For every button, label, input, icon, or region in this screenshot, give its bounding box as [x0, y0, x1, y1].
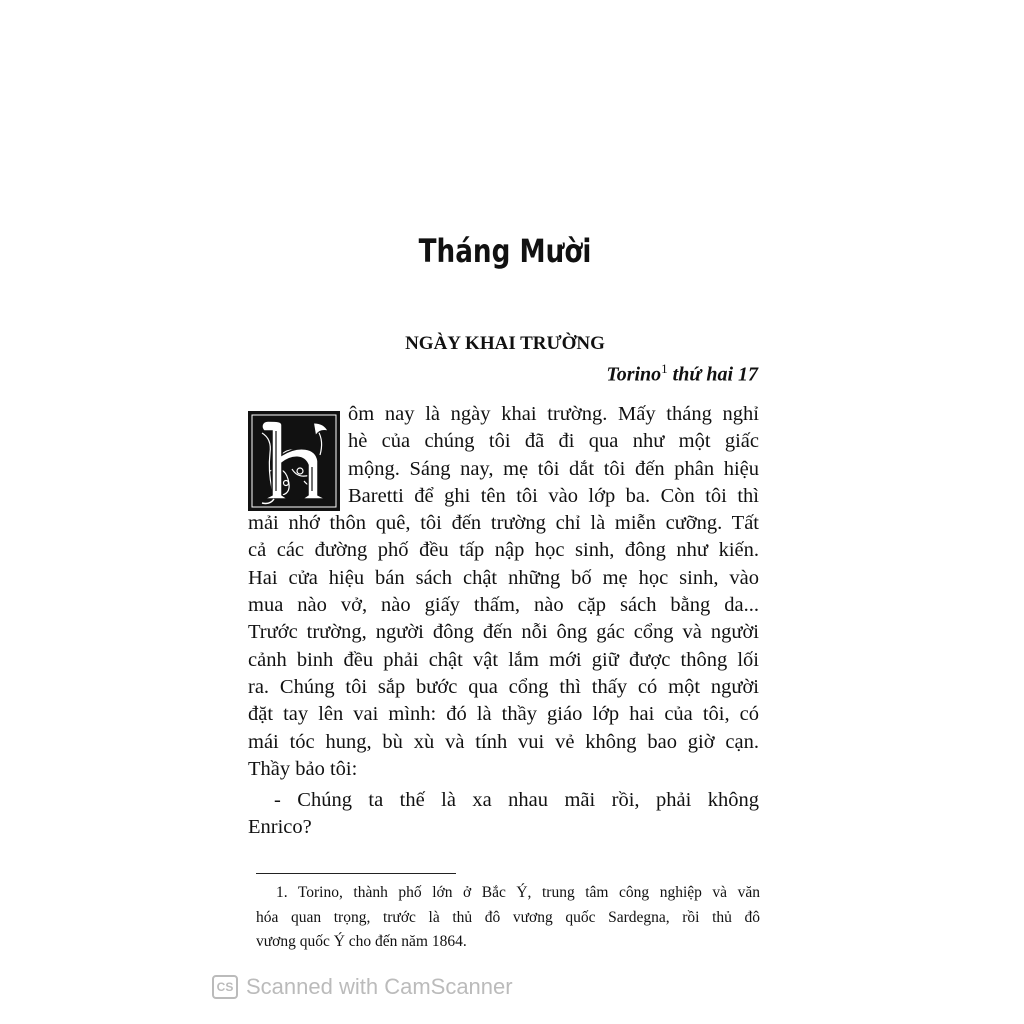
body-line: Trước trường, người đông đến nỗi ông gác cổng và người — [248, 621, 759, 644]
dateline — [606, 361, 758, 387]
body-line: cảnh binh đều phải chật vật lắm mới giữ được thông lối — [248, 648, 759, 671]
section-title: NGÀY KHAI TRƯỜNG — [405, 333, 605, 354]
dialogue-line: Enrico? — [248, 816, 312, 839]
body-line: cả các đường phố đều tấp nập học sinh, đông như kiến. — [248, 539, 759, 562]
footnote-line: hóa quan trọng, trước là thủ đô vương quốc Sardegna, rồi thủ đô — [256, 908, 760, 926]
body-line: đặt tay lên vai mình: đó là thầy giáo lớp hai của tôi, có — [248, 703, 759, 726]
footnote-line: vương quốc Ý cho đến năm 1864. — [256, 933, 467, 950]
body-line: Baretti để ghi tên tôi vào lớp ba. Còn tôi thì — [348, 484, 759, 507]
body-line: ra. Chúng tôi sắp bước qua cổng thì thấy có một người — [248, 675, 759, 698]
dateline-date: thứ hai 17 — [667, 363, 758, 386]
body-line: mái tóc hung, bù xù và tính vui vẻ không bao giờ cạn. — [248, 730, 759, 753]
footnote-divider — [256, 873, 456, 874]
watermark-text: Scanned with CamScanner — [246, 974, 513, 999]
body-line: mải nhớ thôn quê, tôi đến trường chỉ là miễn cưỡng. Tất — [248, 512, 759, 535]
dialogue-line: - Chúng ta thế là xa nhau mãi rồi, phải không — [274, 789, 759, 812]
body-line: Thầy bảo tôi: — [248, 757, 358, 780]
chapter-title: Tháng Mười — [418, 232, 592, 270]
body-line: Hai cửa hiệu bán sách chật những bố mẹ học sinh, vào — [248, 566, 759, 589]
body-line: ôm nay là ngày khai trường. Mấy tháng nghỉ — [348, 403, 759, 425]
body-line: mua nào vở, nào giấy thấm, nào cặp sách bằng da... — [248, 594, 759, 617]
footnote-mark[interactable]: 1 — [661, 361, 668, 376]
dateline-place: Torino — [606, 363, 662, 386]
body-text — [248, 401, 759, 842]
body-line: hè của chúng tôi đã đi qua như một giấc — [348, 430, 759, 453]
footnote — [256, 881, 760, 955]
camscanner-logo-icon: CS — [212, 975, 238, 999]
footnote-line: 1. Torino, thành phố lớn ở Bắc Ý, trung tâm công nghiệp và văn — [276, 884, 760, 901]
camscanner-watermark — [212, 972, 513, 1002]
body-line: mộng. Sáng nay, mẹ tôi dắt tôi đến phân hiệu — [348, 457, 759, 480]
